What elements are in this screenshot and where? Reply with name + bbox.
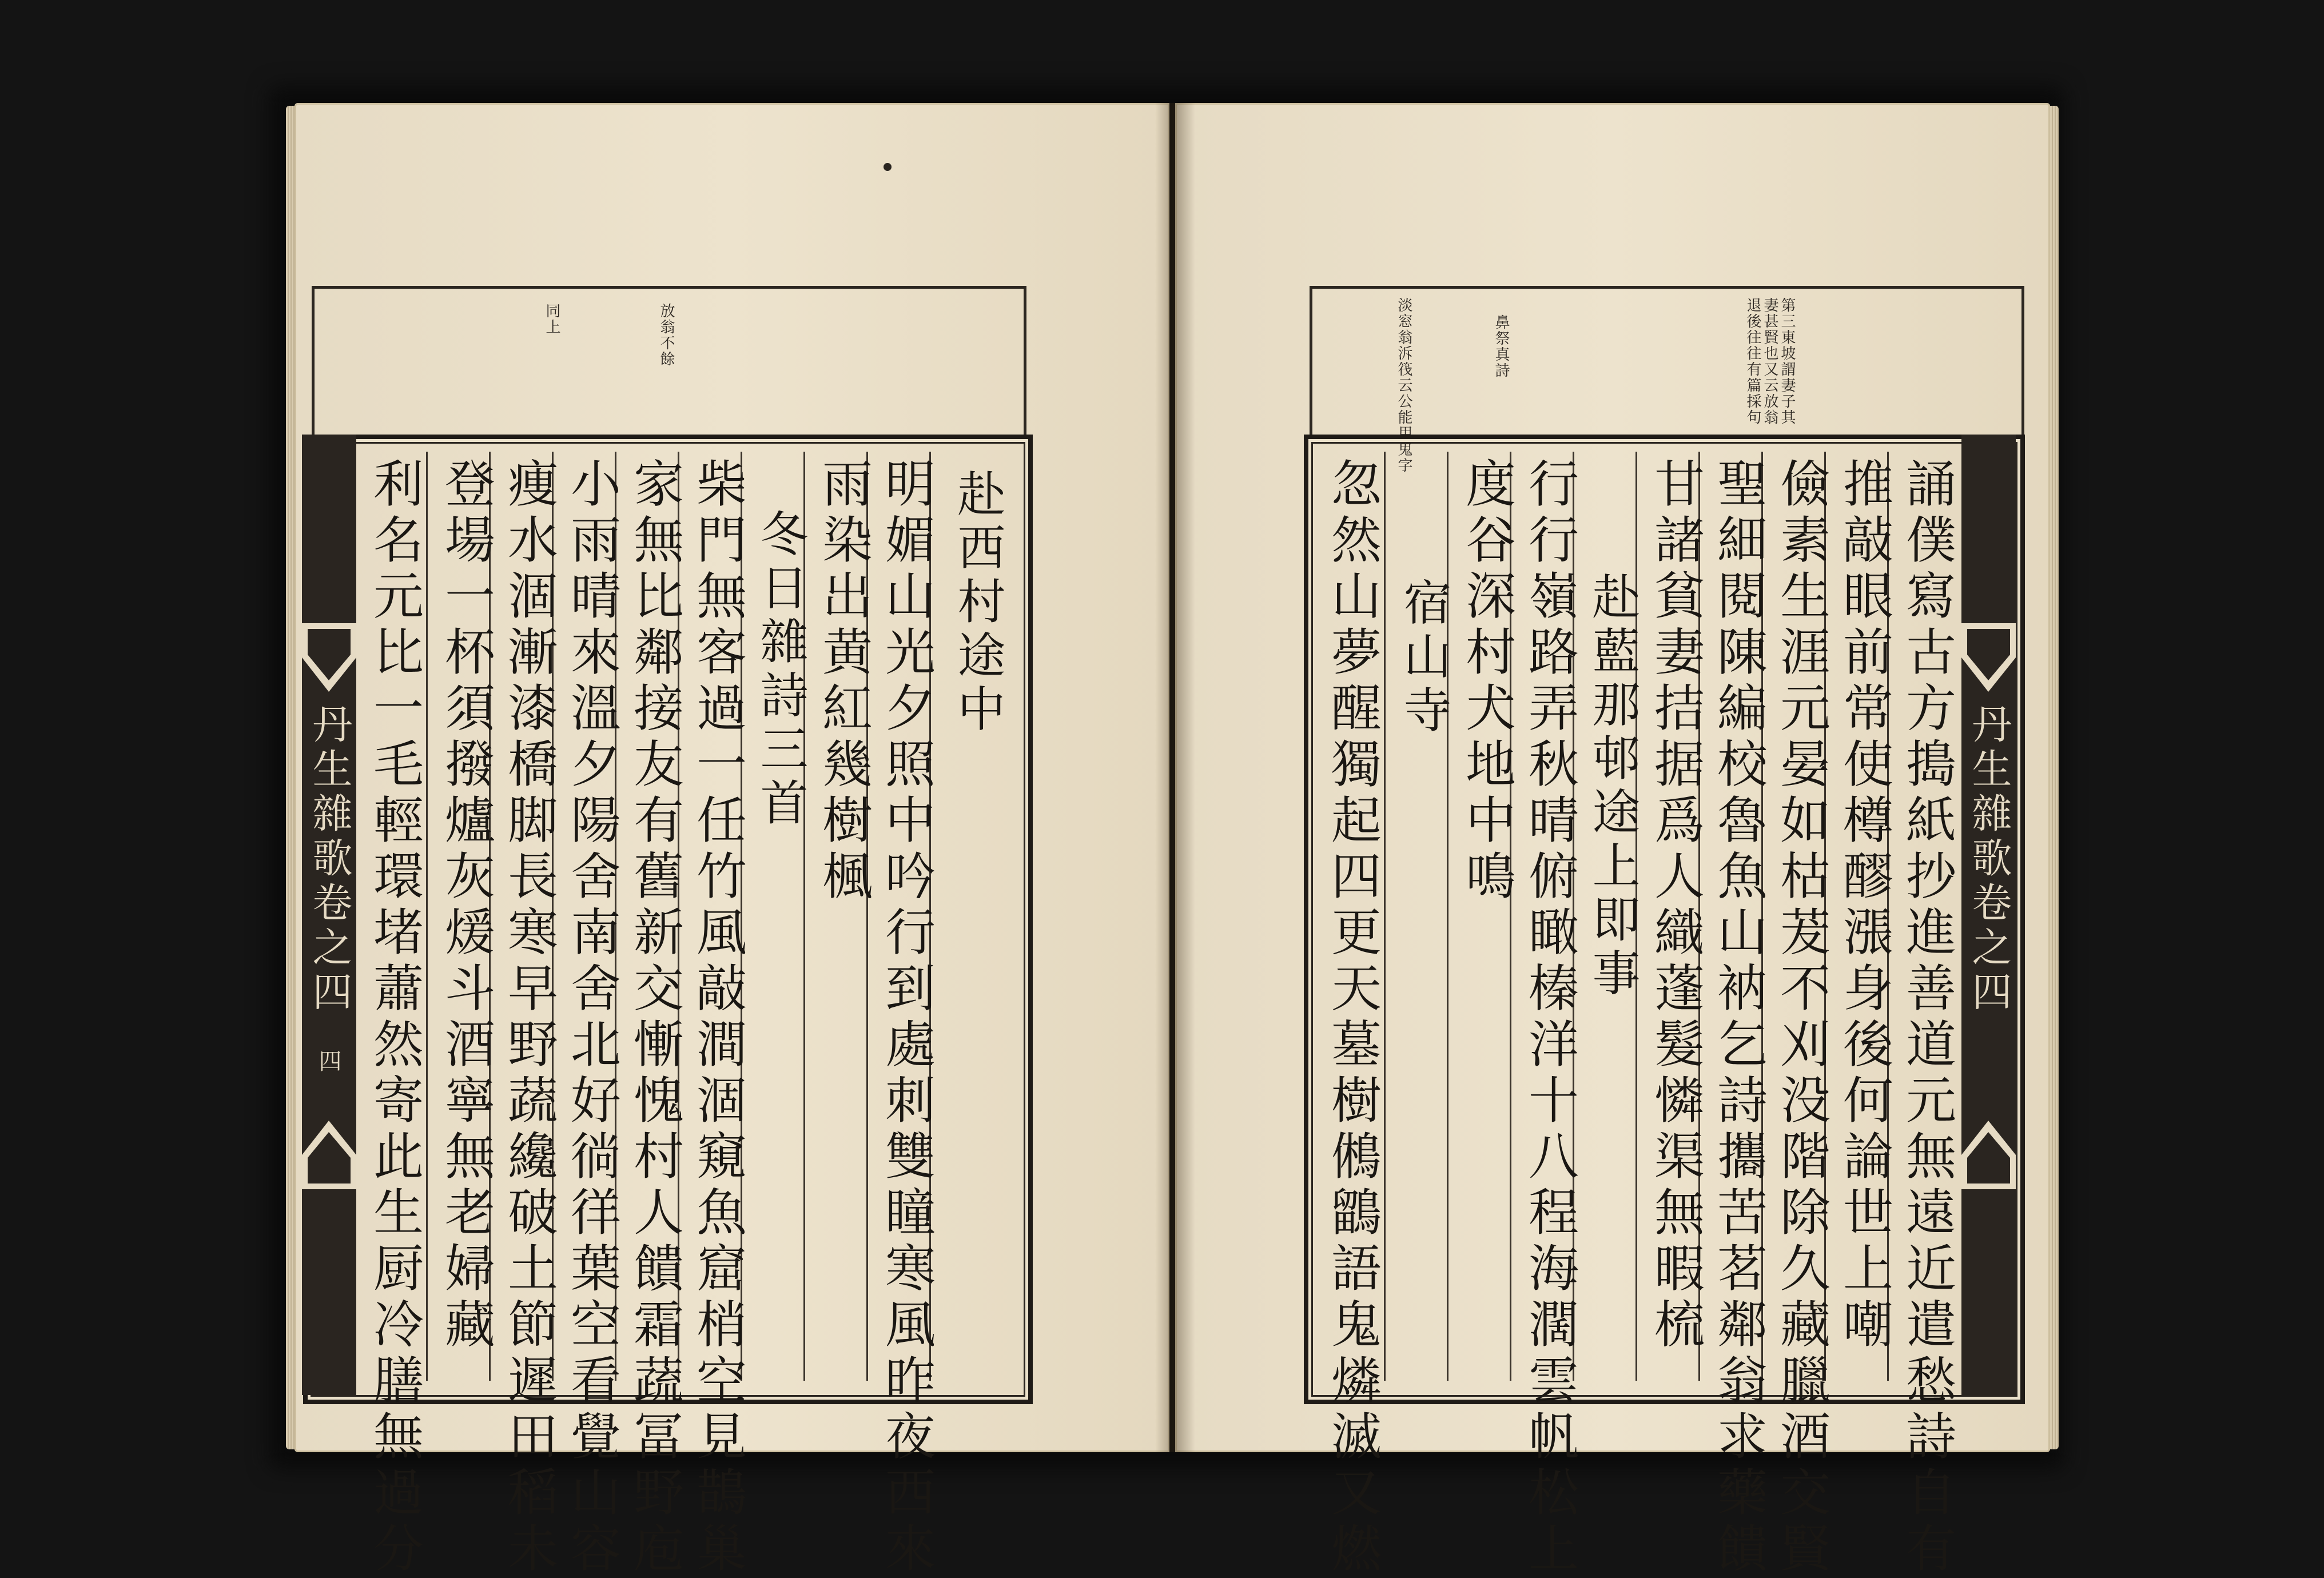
right-column-3: 儉素生涯元晏如枯茇不刈没階除久藏臘酒交賢 [1772,457,1831,1578]
left-column-9: 登場一杯須撥爐灰煖斗酒寧無老婦藏 [437,457,496,1354]
left-column-8: 痩水涸漸漆橋脚長寒早野蔬纔破土節遲田稻未 [500,457,559,1578]
left-column-2: 明媚山光夕照中吟行到處刺雙瞳寒風昨夜西來 [877,457,936,1578]
left-bleed-through [789,132,846,183]
right-column-8: 度谷深村犬地中鳴 [1458,457,1517,906]
right-header-note-3: 第三東坡謂妻子其妻甚賢也又云放翁退後往往有篇採句 [1744,297,1796,425]
right-spine-title: 丹生雜歌卷之四 [1965,703,2012,1015]
lower-fish-tail-ornament [302,1121,356,1189]
left-column-6: 家無比鄰接友有舊新交慚愧村人饋霜蔬冨野庖 [626,457,685,1578]
left-column-10: 利名元比一毛輕環堵蕭然寄此生厨冷膳無過分 [365,457,424,1578]
left-header-note-2: 放翁不餘 [658,303,675,367]
right-bleed-through [1921,132,1979,183]
right-column-4: 聖細閱陳編校魯魚山衲乞詩攜苦茗鄰翁求藥饋 [1709,457,1768,1578]
right-column-9: 宿山寺 [1396,577,1452,739]
left-column-7: 小雨晴來溫夕陽舍南舍北好徜徉葉空看覺山容 [563,457,622,1578]
column-rule [426,452,428,1381]
left-column-3: 雨染出黄紅幾樹楓 [814,457,873,906]
book-gutter [1155,103,1195,1452]
right-header-note-2: 鼻祭真詩 [1493,314,1510,378]
right-column-7: 行行嶺路弄秋晴俯瞰榛洋十八程海濶雲帆松上 [1521,457,1579,1578]
left-column-1: 赴西村途中 [950,469,1006,738]
left-spine-title: 丹生雜歌卷之四 [306,703,353,1015]
left-folio-number: 四 [315,1049,341,1072]
left-column-5: 柴門無客過一任竹風敲澗涸窺魚窟梢空見鵲巢 [689,457,747,1578]
ink-dot [884,163,892,171]
left-header-note-1: 同上 [543,303,560,335]
left-column-4: 冬日雜詩三首 [753,509,809,831]
upper-fish-tail-ornament [1961,623,2016,692]
right-column-1: 誦僕寫古方搗紙抄進善道元無遠近遣愁詩自有 [1898,457,1957,1578]
right-column-6: 赴藍那邨途上即事 [1585,572,1641,1002]
right-column-5: 甘諸貧妻拮据爲人織蓬髮憐渠無暇梳 [1646,457,1705,1354]
right-header-note-box [1310,286,2024,443]
right-column-10: 忽然山夢醒獨起四更天墓樹鵂鶹語鬼燐滅又燃 [1323,457,1382,1578]
upper-fish-tail-ornament [302,623,356,692]
right-header-note-1: 淡窓翁泝筏云公能用鬼字 [1395,297,1412,473]
lower-fish-tail-ornament [1961,1121,2016,1189]
right-column-2: 推敲眼前常使樽醪漲身後何論世上嘲 [1835,457,1894,1354]
column-rule [1384,452,1386,1381]
